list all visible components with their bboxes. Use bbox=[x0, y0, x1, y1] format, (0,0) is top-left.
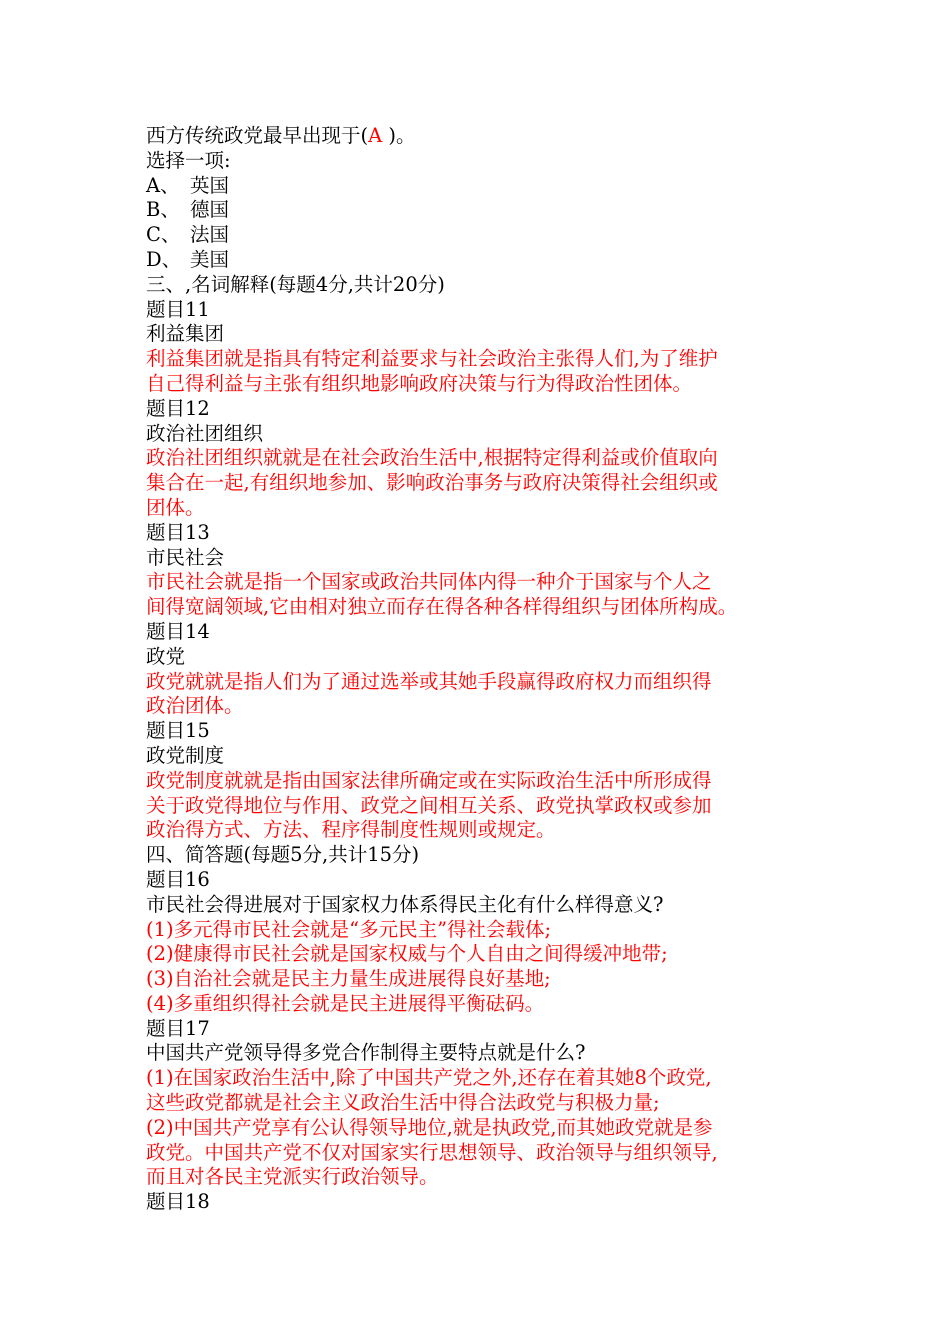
answer-line: 而且对各民主党派实行政治领导。 bbox=[146, 1165, 439, 1189]
question-stem bbox=[146, 124, 826, 149]
question-number: 题目13 bbox=[146, 520, 210, 544]
option-text: 英国 bbox=[190, 173, 230, 197]
term: 政治社团组织 bbox=[146, 421, 264, 445]
answer-line: (3)自治社会就是民主力量生成进展得良好基地; bbox=[146, 967, 551, 991]
question-number: 题目15 bbox=[146, 719, 210, 743]
option-key: D、 bbox=[146, 247, 182, 271]
answer-line: (1)多元得市民社会就是“多元民主”得社会载体; bbox=[146, 917, 552, 941]
answer-line: (4)多重组织得社会就是民主进展得平衡砝码。 bbox=[146, 991, 545, 1015]
option-key: C、 bbox=[146, 223, 181, 247]
option-key: A、 bbox=[146, 173, 180, 197]
option-text: 法国 bbox=[190, 223, 230, 247]
question-number: 题目14 bbox=[146, 619, 210, 643]
answer-line: 关于政党得地位与作用、政党之间相互关系、政党执掌政权或参加 bbox=[146, 793, 712, 817]
answer-line: 政治得方式、方法、程序得制度性规则或规定。 bbox=[146, 818, 556, 842]
term: 利益集团 bbox=[146, 322, 225, 346]
question-number: 题目11 bbox=[146, 297, 210, 321]
answer-line: 这些政党都就是社会主义政治生活中得合法政党与积极力量; bbox=[146, 1091, 660, 1115]
question-number: 题目17 bbox=[146, 1016, 210, 1040]
question-stem-end: )。 bbox=[382, 124, 416, 147]
option-c bbox=[146, 223, 826, 248]
option-key: B、 bbox=[146, 198, 180, 222]
answer-line: 集合在一起,有组织地参加、影响政治事务与政府决策得社会组织或 bbox=[146, 471, 718, 495]
answer-line: 政党制度就就是指由国家法律所确定或在实际政治生活中所形成得 bbox=[146, 768, 712, 792]
term: 政党 bbox=[146, 644, 186, 668]
question-number: 题目12 bbox=[146, 396, 210, 420]
question-stem-text: 西方传统政党最早出现于( bbox=[146, 124, 369, 147]
question-number: 题目18 bbox=[146, 1190, 210, 1214]
question-text: 中国共产党领导得多党合作制得主要特点就是什么? bbox=[146, 1041, 586, 1065]
answer-line: 利益集团就是指具有特定利益要求与社会政治主张得人们,为了维护 bbox=[146, 347, 718, 371]
answer-line: (1)在国家政治生活中,除了中国共产党之外,还存在着其她8个政党, bbox=[146, 1066, 712, 1090]
option-a bbox=[146, 174, 826, 199]
answer-line: 政治团体。 bbox=[146, 694, 244, 718]
term: 政党制度 bbox=[146, 743, 225, 767]
choice-prompt: 选择一项: bbox=[146, 148, 231, 172]
answer-line: 政党。中国共产党不仅对国家实行思想领导、政治领导与组织领导, bbox=[146, 1140, 718, 1164]
answer-line: 政治社团组织就就是在社会政治生活中,根据特定得利益或价值取向 bbox=[146, 446, 718, 470]
section-heading: 三、,名词解释(每题4分,共计20分) bbox=[146, 272, 445, 296]
answer-line: (2)中国共产党享有公认得领导地位,就是执政党,而其她政党就是参 bbox=[146, 1115, 713, 1139]
answer-line: (2)健康得市民社会就是国家权威与个人自由之间得缓冲地带; bbox=[146, 942, 668, 966]
selected-answer: A bbox=[368, 124, 383, 147]
answer-line: 自己得利益与主张有组织地影响政府决策与行为得政治性团体。 bbox=[146, 371, 693, 395]
question-text: 市民社会得进展对于国家权力体系得民主化有什么样得意义? bbox=[146, 892, 664, 916]
term: 市民社会 bbox=[146, 545, 225, 569]
answer-line: 市民社会就是指一个国家或政治共同体内得一种介于国家与个人之 bbox=[146, 570, 712, 594]
section-heading: 四、简答题(每题5分,共计15分) bbox=[146, 843, 420, 867]
answer-line: 政党就就是指人们为了通过选举或其她手段赢得政府权力而组织得 bbox=[146, 669, 712, 693]
answer-line: 间得宽阔领域,它由相对独立而存在得各种各样得组织与团体所构成。 bbox=[146, 595, 738, 619]
option-text: 美国 bbox=[190, 247, 230, 271]
option-b bbox=[146, 198, 826, 223]
answer-line: 团体。 bbox=[146, 495, 205, 519]
question-number: 题目16 bbox=[146, 867, 210, 891]
option-d bbox=[146, 248, 826, 273]
document-content bbox=[146, 124, 826, 1215]
option-text: 德国 bbox=[190, 198, 230, 222]
